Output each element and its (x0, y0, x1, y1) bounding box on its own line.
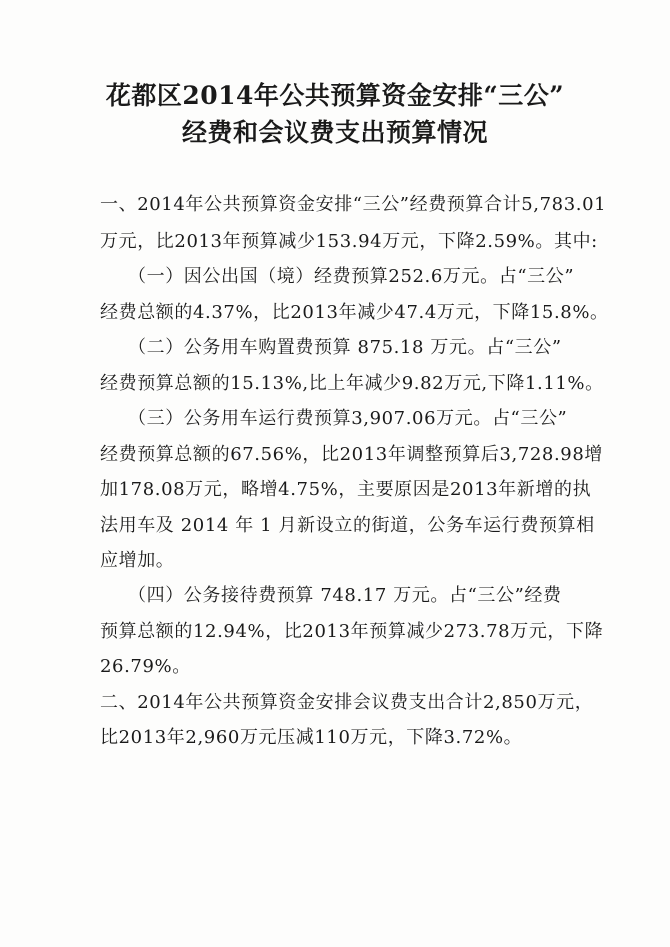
text-line: 26.79%。 (100, 656, 191, 677)
text-line: 应增加。 (100, 550, 175, 571)
text-line: 经费预算总额的15.13%,比上年减少9.82万元,下降1.11%。 (100, 373, 604, 394)
document-title-line-1: 花都区2014年公共预算资金安排“三公” (105, 81, 565, 110)
text-line: 比2013年2,960万元压减110万元，下降3.72%。 (100, 727, 523, 748)
text-line: 二、2014年公共预算资金安排会议费支出合计2,850万元， (100, 692, 594, 713)
text-line: 经费总额的4.37%，比2013年减少47.4万元，下降15.8%。 (100, 302, 609, 323)
text-line: 加178.08万元，略增4.75%，主要原因是2013年新增的执 (100, 479, 592, 500)
document-title-line-2: 经费和会议费支出预算情况 (181, 118, 488, 147)
text-line: （一）因公出国（境）经费预算252.6万元。占“三公” (128, 266, 575, 287)
text-line: 一、2014年公共预算资金安排“三公”经费预算合计5,783.01 (100, 194, 607, 215)
text-line: 法用车及 2014 年 1 月新设立的街道，公务车运行费预算相 (100, 515, 595, 536)
text-line: 万元，比2013年预算减少153.94万元，下降2.59%。其中: (100, 231, 598, 252)
text-line: 预算总额的12.94%，比2013年预算减少273.78万元，下降 (100, 621, 604, 642)
text-line: （四）公务接待费预算 748.17 万元。占“三公”经费 (128, 585, 562, 606)
text-line: 经费预算总额的67.56%，比2013年调整预算后3,728.98增 (100, 444, 603, 465)
text-line: （二）公务用车购置费预算 875.18 万元。占“三公” (128, 337, 562, 358)
text-line: （三）公务用车运行费预算3,907.06万元。占“三公” (128, 408, 568, 429)
